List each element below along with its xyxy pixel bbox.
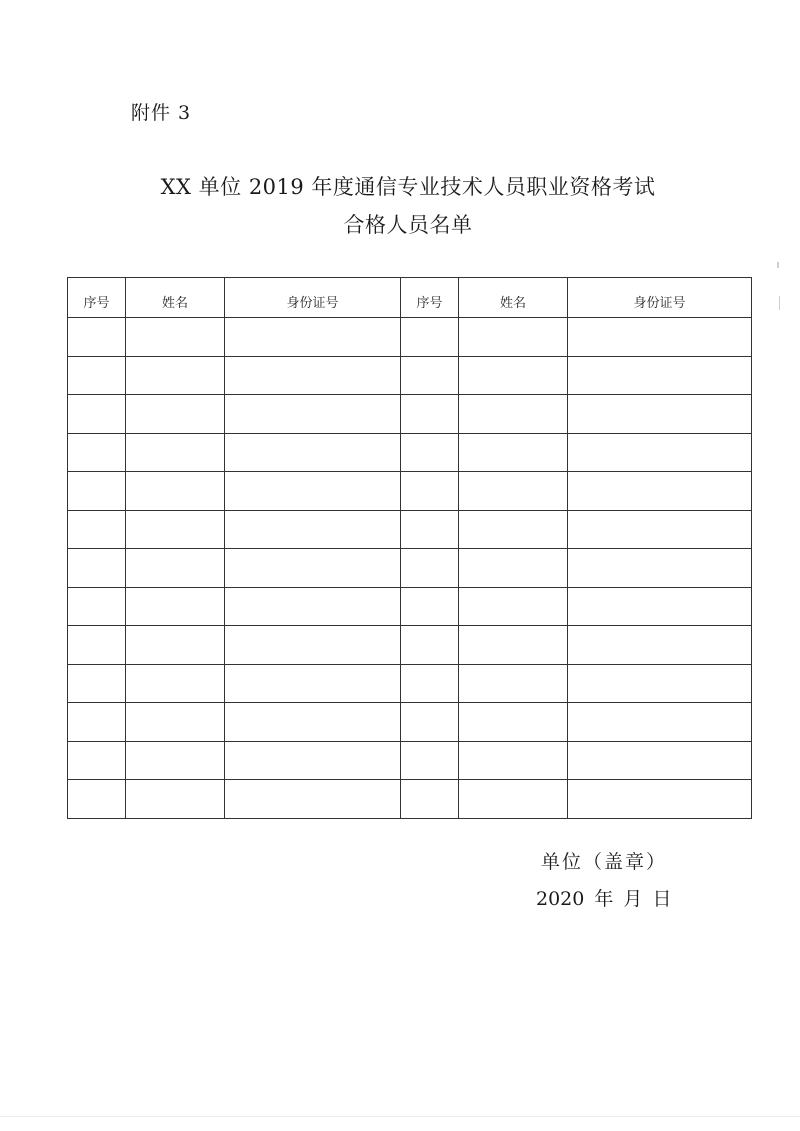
table-row (68, 664, 752, 703)
table-row (68, 472, 752, 511)
table-cell (225, 472, 401, 511)
table-row (68, 395, 752, 434)
table-cell (459, 356, 568, 395)
table-cell (225, 356, 401, 395)
table-cell (126, 741, 225, 780)
table-cell (126, 549, 225, 588)
table-cell (459, 780, 568, 819)
table-header-row (68, 278, 752, 318)
table-cell (401, 703, 459, 742)
table-cell (401, 549, 459, 588)
table-cell (126, 472, 225, 511)
table-cell (459, 664, 568, 703)
table-cell (68, 626, 126, 665)
table-cell (126, 664, 225, 703)
table-cell (401, 664, 459, 703)
table-cell (68, 395, 126, 434)
table-cell (126, 356, 225, 395)
table-cell (68, 664, 126, 703)
table-row (68, 510, 752, 549)
table-cell (126, 433, 225, 472)
table-cell (401, 741, 459, 780)
table-cell (401, 433, 459, 472)
table-cell (68, 510, 126, 549)
table-cell (568, 510, 752, 549)
table-row (68, 626, 752, 665)
table-row (68, 587, 752, 626)
table-cell (225, 587, 401, 626)
scan-artifact (777, 262, 779, 268)
table-cell (401, 472, 459, 511)
table-cell (568, 587, 752, 626)
table-cell (459, 433, 568, 472)
table-cell (126, 510, 225, 549)
table-cell (568, 356, 752, 395)
table-cell (225, 780, 401, 819)
table-cell (459, 318, 568, 357)
attachment-label: 附件 3 (131, 102, 192, 124)
table-cell (459, 510, 568, 549)
table-cell (568, 433, 752, 472)
table-cell (126, 318, 225, 357)
table-cell (401, 510, 459, 549)
table-cell (68, 318, 126, 357)
table-cell (568, 318, 752, 357)
table-cell (126, 703, 225, 742)
table-cell (401, 626, 459, 665)
table-body (68, 318, 752, 819)
table-cell (225, 626, 401, 665)
table-cell (225, 741, 401, 780)
document-subtitle: 合格人员名单 (343, 213, 473, 237)
table-cell (401, 356, 459, 395)
table-cell (401, 587, 459, 626)
table-cell (225, 433, 401, 472)
scan-artifact (779, 296, 780, 310)
table-cell (401, 780, 459, 819)
column-header-serial: 序号 (68, 278, 126, 318)
qualified-personnel-table (67, 277, 752, 819)
table-cell (126, 587, 225, 626)
table-cell (568, 472, 752, 511)
table-cell (225, 664, 401, 703)
table-cell (225, 510, 401, 549)
table-cell (568, 626, 752, 665)
table-cell (459, 395, 568, 434)
table-cell (68, 549, 126, 588)
table-row (68, 433, 752, 472)
table-cell (126, 395, 225, 434)
table-cell (568, 549, 752, 588)
column-header-name: 姓名 (459, 278, 568, 318)
table-cell (459, 703, 568, 742)
table-cell (225, 549, 401, 588)
table-cell (68, 472, 126, 511)
table-cell (225, 395, 401, 434)
table-cell (225, 318, 401, 357)
column-header-id-number: 身份证号 (568, 278, 752, 318)
table-cell (568, 741, 752, 780)
table-cell (401, 318, 459, 357)
table-row (68, 549, 752, 588)
column-header-id-number: 身份证号 (225, 278, 401, 318)
table-cell (568, 395, 752, 434)
table-cell (68, 741, 126, 780)
table-row (68, 703, 752, 742)
table-cell (68, 780, 126, 819)
table-cell (568, 703, 752, 742)
table-cell (401, 395, 459, 434)
table-cell (68, 356, 126, 395)
table-cell (225, 703, 401, 742)
table-cell (568, 664, 752, 703)
table-cell (459, 741, 568, 780)
column-header-serial: 序号 (401, 278, 459, 318)
table-cell (459, 587, 568, 626)
seal-label: 单位（盖章） (541, 851, 668, 873)
table-cell (459, 626, 568, 665)
table-cell (568, 780, 752, 819)
table-cell (459, 549, 568, 588)
table-cell (68, 587, 126, 626)
date-line: 2020 年 月 日 (536, 888, 672, 910)
column-header-name: 姓名 (126, 278, 225, 318)
table-cell (68, 433, 126, 472)
table-cell (126, 780, 225, 819)
table-row (68, 780, 752, 819)
table-row (68, 741, 752, 780)
scan-artifact (0, 1116, 800, 1117)
table-cell (68, 703, 126, 742)
table-row (68, 318, 752, 357)
document-title: XX 单位 2019 年度通信专业技术人员职业资格考试 (160, 175, 656, 199)
table-cell (126, 626, 225, 665)
table-cell (459, 472, 568, 511)
table-row (68, 356, 752, 395)
